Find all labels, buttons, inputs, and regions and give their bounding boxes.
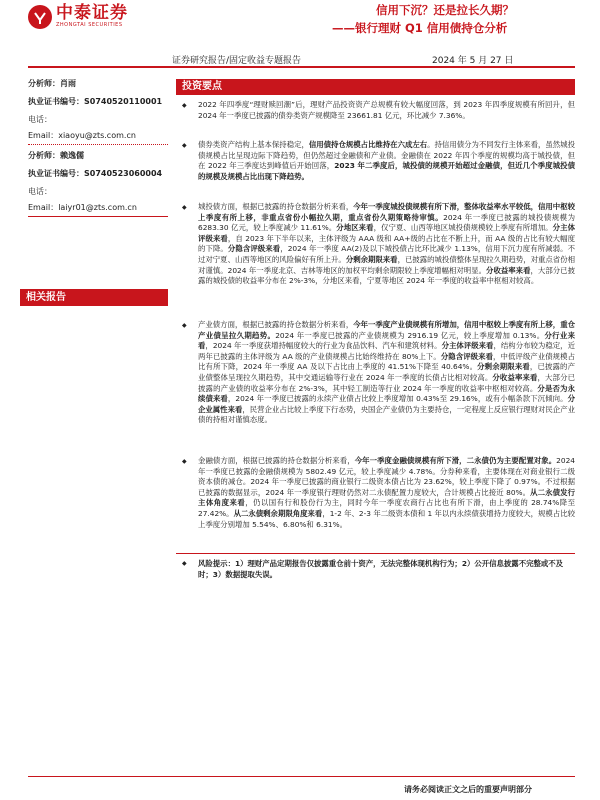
brand-name-en: ZHONGTAI SECURITIES: [56, 22, 123, 28]
sidebar-divider: [28, 144, 168, 145]
email1-link[interactable]: xiaoyu@zts.com.cn: [58, 131, 136, 140]
bullet-icon: ◆: [182, 458, 187, 465]
report-title-line2: ——银行理财 Q1 信用债持仓分析: [332, 21, 508, 35]
email2-row: [28, 202, 137, 213]
cert1-row: [28, 96, 162, 107]
cert2-label: 执业证书编号：: [28, 169, 84, 178]
summary-paragraph-2: ◆ 债券类资产结构上基本保持稳定，信用债持仓规模占比维持在六成左右。持信用债分为不同发行主体来看，虽然城投债规模占比呈现边际下降趋势，但仍然超过金融债和产业债。金融债在 2022 年四个季度的规模均高于城投债，但在 2022 年三季度达到峰值后开始回落，2023 年二季度后，城投债的规模开始超过金融债，但近几个季度城投债的规模及规模占比出现下降趋势。: [182, 140, 575, 181]
email2-label: Email：: [28, 203, 59, 212]
lgfv-paragraph: ◆ 城投债方面，根据已披露的持仓数据分析来看，今年一季度城投债规模有所下滑，整体收益率水平较低，信用中枢较上季度有所上移，非重点省份小幅拉久期，重点省份久期策略待审慎。2024 年一季度已披露的城投债规模为 6283.30 亿元，较上季度减少 11.61%。分地区来看，仅宁夏、山西等地区城投债规模较上季度有所增加。分主体评级来看，自 2023 年下半年以来，主体评级为 AAA 级和 AA+级的占比在不断上升，而 AA 级的占比有较大幅度的下降。分隐含评级来看，2024 年一季度 AA(2)及以下城投债占比环比减少 1.13%，信用下沉力度有所减弱。不过对宁夏、山西等地区的风险偏好有所上升。分剩余期限来看，已披露的城投债整体呈现拉久期趋势，对重点省份相对谨慎。2024 年一季度北京、吉林等地区的加权平均剩余期限较上季度增幅相对明显。分收益率来看，大部分已披露的城投债的收益率分布在 2%-3%，分地区来看，宁夏等地区 2024 年一季度的收益率中枢相对较高。: [182, 202, 575, 286]
logo-icon: [28, 5, 52, 29]
cert1-label: 执业证书编号：: [28, 97, 84, 106]
key-points-header: 投资要点: [176, 79, 575, 95]
brand-name-cn: 中泰证券: [56, 3, 128, 23]
analyst1-name: 肖雨: [60, 79, 76, 88]
email1-label: Email：: [28, 131, 59, 140]
bullet-icon: ◆: [182, 322, 187, 329]
risk-warning: ◆ 风险提示：1）理财产品定期报告仅披露重仓前十资产，无法完整体现机构行为；2）公开信息披露不完整或不及时；3）数据提取失误。: [176, 553, 575, 580]
bullet-icon: ◆: [182, 102, 187, 109]
bullet-icon: ◆: [182, 204, 187, 211]
analyst1-row: [28, 78, 76, 89]
brand-logo: [28, 4, 128, 29]
footer-divider: [28, 776, 575, 777]
related-reports-header: 相关报告: [20, 289, 168, 306]
bullet-icon: ◆: [182, 142, 187, 149]
cert2-row: [28, 168, 162, 179]
phone1-label: 电话：: [28, 115, 52, 124]
analyst2-label: 分析师：: [28, 151, 60, 160]
industrial-bond-paragraph: ◆ 产业债方面，根据已披露的持仓数据分析来看，今年一季度产业债规模有所增加，信用中枢较上季度有所上移，重仓产业债呈拉久期趋势。2024 年一季度已披露的产业债规模为 2916.19 亿元，较上季度增加 0.13%。分行业来看，2024 年一季度获增持幅度较大的行业为食品饮料、汽车和建筑材料。分主体评级来看，结构分布较为稳定，近两年已披露的主体评级为 AA 级的产业债规模占比始终维持在 80%上下。分隐含评级来看，中低评级产业债规模占比有所下降，2024 年一季度 AA 及以下占比由上季度的 41.51%下降至 40.64%。分剩余期限来看，已披露的产业债整体呈现拉久期趋势，其中交通运输等行业在 2024 年一季度的长债占比相对较高。分收益率来看，大部分已披露的产业债的收益率分布在 2%-3%，其中轻工制造等行业 2024 年一季度的收益率中枢相对较高。分是否为永续债来看，2024 年一季度已披露的永续产业债占比较上季度增加 0.43%至 29.16%，或有小幅条款下沉倾向。分企业属性来看，民营企业占比较上季度下行态势，央国企产业债仍为主要持仓，一定程度上反应银行理财对民企产业债的持相对谨慎态度。: [182, 320, 575, 425]
disclaimer-note: 请务必阅读正文之后的重要声明部分: [404, 785, 532, 794]
report-date: 2024 年 5 月 27 日: [432, 56, 514, 66]
phone2-label: 电话：: [28, 187, 52, 196]
analyst2-name: 赖逸儒: [60, 151, 84, 160]
analyst2-row: [28, 150, 84, 161]
summary-paragraph-1: ◆ 2022 年四季度“理财赎回潮”后，理财产品投资资产总规模有较大幅度回落，到 2023 年四季度规模有所回升，但 2024 年一季度已披露的债券类资产规模降至 23661.81 亿元，环比减少 7.36%。: [182, 100, 575, 120]
report-type: 证券研究报告/固定收益专题报告: [172, 56, 302, 66]
sidebar-bottom-rule: [28, 216, 168, 217]
financial-bond-paragraph: ◆ 金融债方面，根据已披露的持仓数据分析来看，今年一季度金融债规模有所下滑，二永债仍为主要配置对象。2024 年一季度已披露的金融债规模为 5802.49 亿元，较上季度减少 4.78%。分券种来看，主要体现在对商业银行二级资本债的减仓。2024 年一季度已披露的商业银行二级资本债占比为 23.62%，较上季度下降了 0.97%。不过根据已披露的数据显示，2024 年一季度银行理财仍然对二永债配置力度较大，合计规模占比接近 80%。从二永债发行主体角度来看，仍以国有行和股份行为主，同时今年一季度农商行占比也有所下滑，由上季度的 28.74%降至 27.42%。从二永债剩余期限角度来看，1-2 年、2-3 年二级资本债和 1 年以内永续债获增持力度较大，规模占比较上季度分别增加 5.54%、6.80%和 6.31%。: [182, 456, 575, 529]
cert2-value: S0740523060004: [84, 169, 163, 178]
bullet-icon: ◆: [182, 560, 187, 567]
email2-link[interactable]: laiyr01@zts.com.cn: [58, 203, 137, 212]
email1-row: [28, 130, 136, 141]
header-divider: [28, 66, 575, 68]
cert1-value: S0740520110001: [84, 97, 163, 106]
analyst1-label: 分析师：: [28, 79, 60, 88]
report-title-line1: 信用下沉？还是拉长久期？: [376, 3, 514, 17]
